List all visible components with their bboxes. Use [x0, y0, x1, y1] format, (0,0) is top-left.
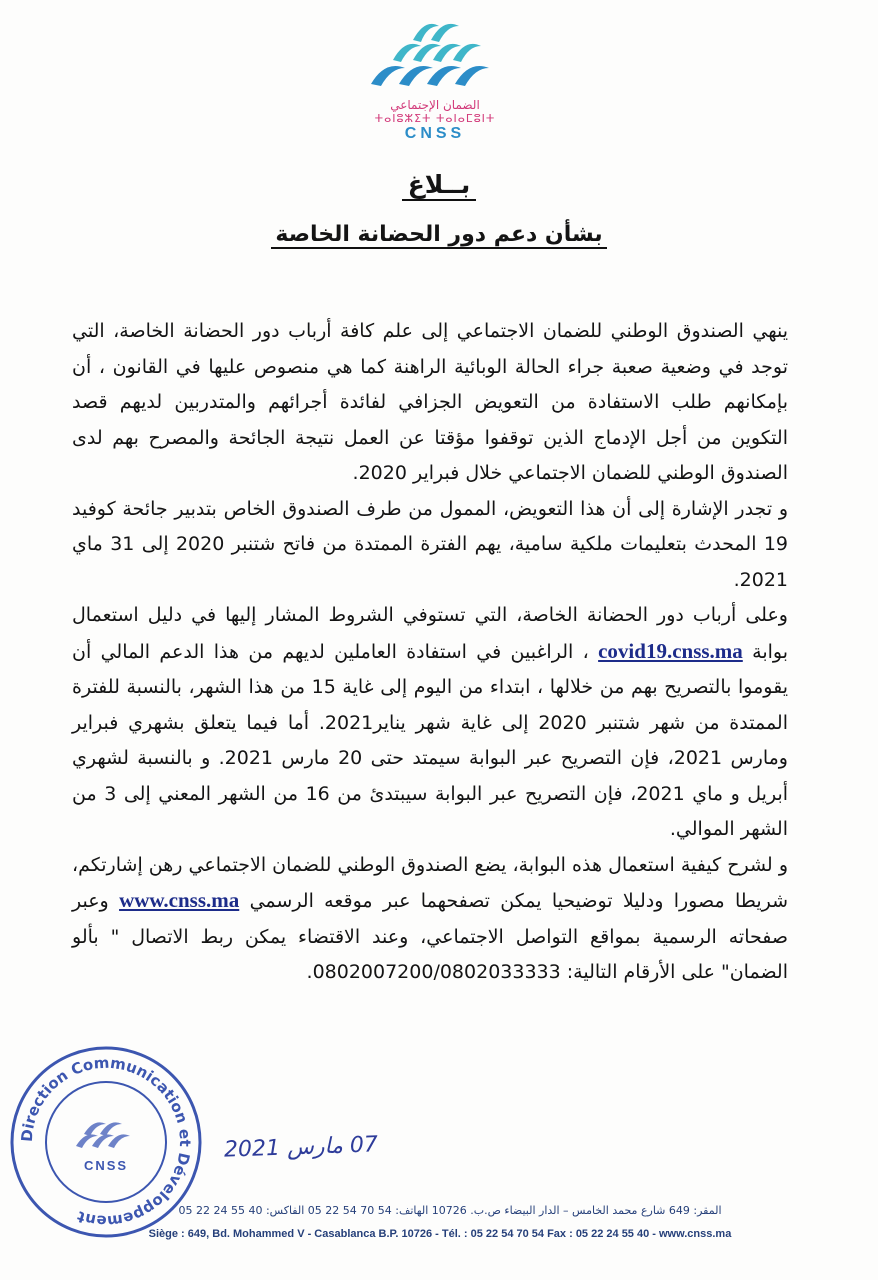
cnss-logo — [360, 14, 510, 154]
stamp-ring-text: Direction Communication et Développement — [17, 1053, 195, 1231]
paragraph-4-after: وعبر صفحاته الرسمية بمواقع التواصل الاجتماعي، وعند الاقتضاء يمكن ربط الاتصال " بألو الضمان" على الأرقام التالية: 0802007200/0802033333. — [72, 890, 788, 983]
paragraph-4 — [72, 848, 788, 991]
document-subtitle-text: بشأن دعم دور الحضانة الخاصة — [271, 222, 606, 249]
logo-tifinagh-text: ⵜⴰⵏⵓⵣⵉⵜ ⵜⴰⵏⴰⵎⵓⵏⵜ — [374, 112, 496, 125]
covid19-portal-link[interactable]: covid19.cnss.ma — [598, 638, 743, 663]
document-title — [0, 170, 878, 199]
document-subtitle — [0, 222, 878, 247]
document-body — [72, 314, 788, 991]
paragraph-4-before: و لشرح كيفية استعمال هذه البوابة، يضع الصندوق الوطني للضمان الاجتماعي رهن إشارتكم، شريطا مصورا ودليلا توضيحيا يمكن تصفحهما عبر موقعه الرسمي — [72, 853, 789, 912]
paragraph-3 — [72, 598, 788, 848]
cnss-website-link[interactable]: www.cnss.ma — [119, 888, 240, 912]
paragraph-2: و تجدر الإشارة إلى أن هذا التعويض، الممول من طرف الصندوق الخاص بتدبير جائحة كوفيد 19 المحدث بتعليمات ملكية سامية، يهم الفترة الممتدة من فاتح شتنبر 2020 إلى 31 ماي 2021. — [72, 497, 789, 591]
paragraph-3-before: وعلى أرباب دور الحضانة الخاصة، التي تستوفي الشروط المشار إليها في دليل استعمال بوابة — [72, 604, 789, 663]
handwritten-date: 07 مارس 2021 — [223, 1132, 379, 1163]
paragraph-1: ينهي الصندوق الوطني للضمان الاجتماعي إلى علم كافة أرباب دور الحضانة الخاصة، التي توجد في وضعية صعبة جراء الحالة الوبائية الراهنة كما هي منصوص عليها في القانون ، أن بإمكانهم طلب الاستفادة من التعويض الجزافي لفائدة أجرائهم والمتدربين لديهم قصد التكوين من أجل الإدماج الذين توقفوا مؤقتا عن العمل نتيجة الجائحة والمصرح بهم لدى الصندوق الوطني للضمان الاجتماعي خلال فبراير 2020. — [72, 320, 788, 484]
logo-latin-text: CNSS — [404, 125, 466, 142]
footer-address-french: Siège : 649, Bd. Mohammed V - Casablanca B.P. 10726 - Tél. : 05 22 54 70 54 Fax : 05 22 24 55 40 - www.cnss.ma — [148, 1228, 732, 1240]
logo-arabic-text: الضمان الإجتماعي — [390, 98, 480, 112]
footer-address-arabic: المقر: 649 شارع محمد الخامس – الدار البيضاء ص.ب. 10726 الهاتف: 54 70 54 22 05 الفاكس: 40 55 24 22 05 — [178, 1204, 722, 1217]
paragraph-3-after: ، الراغبين في استفادة العاملين لديهم من هذا الدعم المالي أن يقوموا بالتصريح بهم من خلالها ، ابتداء من اليوم إلى غاية 15 من هذا الشهر، بالنسبة للفترة الممتدة من شهر شتنبر 2020 إلى غاية شهر يناير2021. أما فيما يتعلق بشهري فبراير ومارس 2021، فإن التصريح عبر البوابة سيمتد حتى 20 مارس 2021. و بالنسبة لشهري أبريل و ماي 2021، فإن التصريح عبر البوابة سيبتدئ من 16 من الشهر المعني إلى 3 من الشهر الموالي. — [72, 640, 789, 840]
stamp-center-text: CNSS — [83, 1158, 129, 1173]
svg-text:Direction Communication et Dév — [18, 1054, 194, 1231]
document-title-text: بــلاغ — [402, 170, 477, 201]
cnss-wave-logo-icon — [365, 14, 505, 96]
